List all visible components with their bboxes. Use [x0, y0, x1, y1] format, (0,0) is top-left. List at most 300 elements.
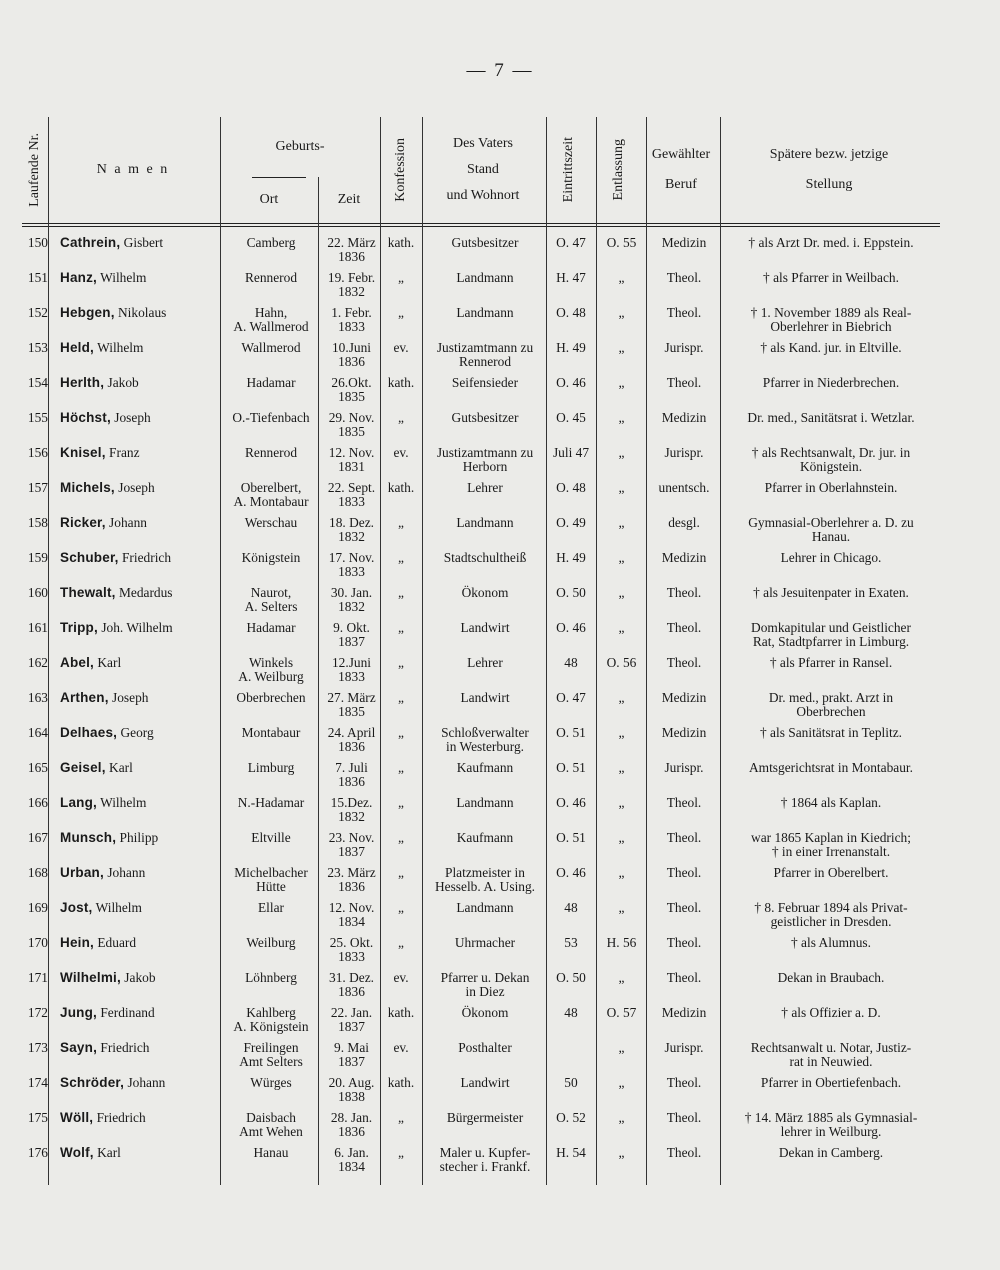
student-name — [60, 971, 220, 985]
header-rule-top — [22, 223, 940, 224]
cell-line: A. Königstein — [233, 1019, 309, 1034]
row-number: 168 — [27, 865, 48, 880]
header-beruf: Gewählter Beruf — [651, 147, 711, 192]
chosen-profession: desgl. — [668, 515, 700, 530]
cell-line: † als Jesuitenpater in Exaten. — [753, 585, 909, 600]
header-ort: Ort — [259, 192, 279, 207]
entry-date: 53 — [564, 935, 578, 950]
later-position — [722, 516, 940, 544]
given-name: Karl — [97, 655, 122, 670]
chosen-profession: Theol. — [666, 375, 702, 390]
cell-line: Pfarrer in Oberlahnstein. — [764, 480, 898, 495]
surname: Wilhelmi, — [60, 970, 121, 985]
header-geburts: Geburts- — [275, 139, 325, 154]
cell-line: 1. Febr. — [331, 305, 372, 320]
surname: Jung, — [60, 1005, 97, 1020]
birth-date — [324, 866, 379, 894]
cell-line: 31. Dez. — [329, 970, 374, 985]
cell-line: Rennerod — [244, 445, 298, 460]
row-number: 154 — [27, 375, 48, 390]
cell-line: † als Kand. jur. in Eltville. — [760, 340, 902, 355]
chosen-profession: Theol. — [666, 1075, 702, 1090]
father-occupation — [424, 586, 546, 600]
entry-date: O. 51 — [556, 760, 586, 775]
cell-line: Ökonom — [461, 1005, 509, 1020]
birth-date — [324, 1006, 379, 1034]
cell-line: Hanau — [253, 1145, 289, 1160]
later-position — [722, 551, 940, 565]
table-row — [22, 796, 940, 831]
surname: Michels, — [60, 480, 115, 495]
cell-line: 12. Nov. — [328, 900, 375, 915]
cell-line: war 1865 Kaplan in Kiedrich; — [751, 830, 911, 845]
cell-line: 1836 — [338, 774, 365, 789]
surname: Held, — [60, 340, 95, 355]
chosen-profession: Jurispr. — [664, 445, 704, 460]
cell-line: N.-Hadamar — [237, 795, 305, 810]
birth-place — [220, 1006, 322, 1034]
cell-line: Rechtsanwalt u. Notar, Justiz- — [750, 1040, 912, 1055]
surname: Cathrein, — [60, 235, 121, 250]
student-name — [60, 1041, 220, 1055]
father-occupation — [424, 901, 546, 915]
header-stellung: Spätere bezw. jetzige Stellung — [769, 147, 889, 192]
father-occupation — [424, 516, 546, 530]
row-number: 159 — [27, 550, 48, 565]
cell-line: in Westerburg. — [445, 739, 524, 754]
surname: Hanz, — [60, 270, 98, 285]
cell-line: 1837 — [338, 1054, 365, 1069]
surname: Wolf, — [60, 1145, 94, 1160]
later-position — [722, 866, 940, 880]
row-number: 152 — [27, 305, 48, 320]
birth-date — [324, 1146, 379, 1174]
page-number: — 7 — — [466, 60, 534, 81]
chosen-profession: Theol. — [666, 655, 702, 670]
later-position — [722, 971, 940, 985]
later-position — [722, 446, 940, 474]
father-occupation — [424, 341, 546, 369]
row-number: 176 — [27, 1145, 48, 1160]
confession: ev. — [393, 445, 409, 460]
given-name: Nikolaus — [118, 305, 167, 320]
cell-line: 1832 — [338, 284, 365, 299]
row-number: 155 — [27, 410, 48, 425]
birth-place — [220, 691, 322, 705]
confession: „ — [398, 620, 404, 635]
entry-date: O. 46 — [556, 375, 586, 390]
father-occupation — [424, 936, 546, 950]
entry-date: O. 50 — [556, 970, 586, 985]
entry-date: 48 — [564, 900, 578, 915]
later-position — [722, 761, 940, 775]
cell-line: Landmann — [456, 515, 514, 530]
birth-date — [324, 271, 379, 299]
cell-line: 1837 — [338, 634, 365, 649]
birth-date — [324, 796, 379, 824]
cell-line: † als Offizier a. D. — [781, 1005, 881, 1020]
later-position — [722, 1076, 940, 1090]
cell-line: Montabaur — [241, 725, 301, 740]
student-name — [60, 831, 220, 845]
chosen-profession: unentsch. — [658, 480, 710, 495]
table-header — [22, 117, 940, 223]
cell-line: 23. März — [327, 865, 376, 880]
cell-line: rat in Neuwied. — [789, 1054, 873, 1069]
header-entlassung: Entlassung — [611, 139, 626, 201]
cell-line: Gutsbesitzer — [451, 410, 519, 425]
later-position — [722, 481, 940, 495]
table-row — [22, 901, 940, 936]
birth-place — [220, 271, 322, 285]
later-position — [722, 831, 940, 859]
discharge-date: H. 56 — [606, 935, 637, 950]
cell-line: 27. März — [327, 690, 376, 705]
father-occupation — [424, 376, 546, 390]
cell-line: Rat, Stadtpfarrer in Limburg. — [752, 634, 910, 649]
row-number: 163 — [27, 690, 48, 705]
cell-line: Schloßverwalter — [441, 725, 529, 740]
cell-line: Landmann — [456, 305, 514, 320]
header-eintrittszeit: Eintrittszeit — [561, 137, 576, 203]
given-name: Wilhelm — [100, 270, 147, 285]
cell-line: Bürgermeister — [446, 1110, 524, 1125]
later-position — [722, 1041, 940, 1069]
cell-line: Dekan in Camberg. — [778, 1145, 884, 1160]
father-occupation — [424, 236, 546, 250]
entry-date: O. 46 — [556, 795, 586, 810]
cell-line: 1835 — [338, 424, 365, 439]
later-position — [722, 306, 940, 334]
table-row — [22, 866, 940, 901]
cell-line: Seifensieder — [451, 375, 519, 390]
table-row — [22, 691, 940, 726]
cell-line: Gymnasial-Oberlehrer a. D. zu — [748, 515, 914, 530]
later-position — [722, 271, 940, 285]
cell-line: 12.Juni — [331, 655, 372, 670]
chosen-profession: Jurispr. — [664, 760, 704, 775]
table-row — [22, 376, 940, 411]
entry-date: H. 49 — [556, 340, 586, 355]
given-name: Eduard — [97, 935, 137, 950]
cell-line: Pfarrer in Oberelbert. — [773, 865, 889, 880]
birth-place — [220, 236, 322, 250]
birth-date — [324, 621, 379, 649]
student-name — [60, 901, 220, 915]
confession: „ — [398, 270, 404, 285]
cell-line: Pfarrer in Obertiefenbach. — [760, 1075, 902, 1090]
chosen-profession: Jurispr. — [664, 340, 704, 355]
row-number: 166 — [27, 795, 48, 810]
birth-date — [324, 376, 379, 404]
table-row — [22, 726, 940, 761]
cell-line: 12. Nov. — [328, 445, 375, 460]
cell-line: Hesselb. A. Using. — [434, 879, 536, 894]
given-name: Joh. Wilhelm — [101, 620, 173, 635]
given-name: Joseph — [112, 690, 149, 705]
discharge-date: „ — [618, 305, 625, 320]
table-row — [22, 236, 940, 271]
discharge-date: „ — [618, 270, 625, 285]
father-occupation — [424, 866, 546, 894]
table-row — [22, 656, 940, 691]
chosen-profession: Theol. — [666, 270, 702, 285]
given-name: Georg — [120, 725, 154, 740]
cell-line: 1836 — [338, 1124, 365, 1139]
later-position — [722, 586, 940, 600]
cell-line: Oberbrechen — [236, 690, 306, 705]
cell-line: Würges — [250, 1075, 292, 1090]
confession: „ — [398, 725, 404, 740]
cell-line: Landwirt — [460, 690, 510, 705]
surname: Jost, — [60, 900, 93, 915]
discharge-date: „ — [618, 340, 625, 355]
cell-line: Dr. med., Sanitätsrat i. Wetzlar. — [747, 410, 915, 425]
cell-line: 1832 — [338, 809, 365, 824]
cell-line: Rennerod — [244, 270, 298, 285]
confession: „ — [398, 1145, 404, 1160]
table-row — [22, 761, 940, 796]
cell-line: Maler u. Kupfer- — [439, 1145, 531, 1160]
discharge-date: „ — [618, 865, 625, 880]
surname: Arthen, — [60, 690, 109, 705]
cell-line: Lehrer in Chicago. — [780, 550, 882, 565]
later-position — [722, 341, 940, 355]
cell-line: geistlicher in Dresden. — [770, 914, 892, 929]
birth-date — [324, 971, 379, 999]
later-position — [722, 621, 940, 649]
student-name — [60, 1076, 220, 1090]
birth-date — [324, 1111, 379, 1139]
surname: Thewalt, — [60, 585, 116, 600]
birth-place — [220, 901, 322, 915]
row-number: 150 — [27, 235, 48, 250]
chosen-profession: Theol. — [666, 935, 702, 950]
cell-line: 9. Mai — [334, 1040, 369, 1055]
row-number: 171 — [27, 970, 48, 985]
discharge-date: „ — [618, 515, 625, 530]
birth-date — [324, 551, 379, 579]
confession: „ — [398, 865, 404, 880]
confession: „ — [398, 515, 404, 530]
cell-line: Werschau — [244, 515, 298, 530]
confession: „ — [398, 690, 404, 705]
entry-date: H. 49 — [556, 550, 586, 565]
cell-line: 1833 — [338, 669, 365, 684]
cell-line: Löhnberg — [245, 970, 297, 985]
given-name: Johann — [107, 865, 146, 880]
table-row — [22, 936, 940, 971]
birth-date — [324, 236, 379, 264]
cell-line: 10.Juni — [331, 340, 372, 355]
header-zeit: Zeit — [337, 192, 361, 207]
row-number: 169 — [27, 900, 48, 915]
row-number: 160 — [27, 585, 48, 600]
birth-date — [324, 901, 379, 929]
father-occupation — [424, 1006, 546, 1020]
chosen-profession: Medizin — [661, 690, 707, 705]
entry-date: 48 — [564, 1005, 578, 1020]
birth-place — [220, 761, 322, 775]
cell-line: 1836 — [338, 354, 365, 369]
entry-date: O. 51 — [556, 725, 586, 740]
given-name: Wilhelm — [100, 795, 147, 810]
birth-place — [220, 866, 322, 894]
cell-line: 1834 — [338, 914, 365, 929]
cell-line: Domkapitular und Geistlicher — [751, 620, 911, 635]
cell-line: Kaufmann — [456, 760, 514, 775]
confession: kath. — [387, 1005, 415, 1020]
given-name: Franz — [109, 445, 140, 460]
cell-line: 1835 — [338, 389, 365, 404]
surname: Geisel, — [60, 760, 106, 775]
geburts-subrule — [252, 177, 306, 178]
chosen-profession: Medizin — [661, 410, 707, 425]
confession: kath. — [387, 1075, 415, 1090]
birth-date — [324, 411, 379, 439]
birth-date — [324, 586, 379, 614]
later-position — [722, 726, 940, 740]
discharge-date: „ — [618, 1110, 625, 1125]
surname: Schuber, — [60, 550, 119, 565]
table-row — [22, 586, 940, 621]
row-number: 153 — [27, 340, 48, 355]
student-name — [60, 236, 220, 250]
cell-line: Rennerod — [458, 354, 512, 369]
cell-line: Landwirt — [460, 620, 510, 635]
birth-date — [324, 1041, 379, 1069]
birth-date — [324, 726, 379, 754]
cell-line: O.-Tiefenbach — [232, 410, 310, 425]
table-row — [22, 1111, 940, 1146]
cell-line: Justizamtmann zu — [436, 445, 534, 460]
cell-line: 1837 — [338, 844, 365, 859]
discharge-date: „ — [618, 830, 625, 845]
cell-line: 1831 — [338, 459, 365, 474]
student-name — [60, 761, 220, 775]
father-occupation — [424, 481, 546, 495]
cell-line: Pfarrer u. Dekan — [440, 970, 530, 985]
chosen-profession: Theol. — [666, 1145, 702, 1160]
surname: Ricker, — [60, 515, 106, 530]
cell-line: Amt Wehen — [239, 1124, 303, 1139]
chosen-profession: Medizin — [661, 235, 707, 250]
given-name: Gisbert — [123, 235, 164, 250]
later-position — [722, 796, 940, 810]
table-row — [22, 481, 940, 516]
discharge-date: „ — [618, 1040, 625, 1055]
later-position — [722, 936, 940, 950]
chosen-profession: Medizin — [661, 550, 707, 565]
discharge-date: O. 56 — [606, 655, 637, 670]
student-name — [60, 551, 220, 565]
entry-date: Juli 47 — [552, 445, 590, 460]
cell-line: Landmann — [456, 795, 514, 810]
student-name — [60, 1111, 220, 1125]
cell-line: Dekan in Braubach. — [777, 970, 885, 985]
confession: „ — [398, 935, 404, 950]
cell-line: Königstein — [241, 550, 301, 565]
discharge-date: „ — [618, 620, 625, 635]
student-name — [60, 411, 220, 425]
chosen-profession: Theol. — [666, 585, 702, 600]
chosen-profession: Theol. — [666, 620, 702, 635]
father-occupation — [424, 621, 546, 635]
surname: Urban, — [60, 865, 104, 880]
cell-line: Freilingen — [243, 1040, 299, 1055]
cell-line: Kaufmann — [456, 830, 514, 845]
table-row — [22, 1041, 940, 1076]
cell-line: Pfarrer in Niederbrechen. — [762, 375, 900, 390]
row-number: 170 — [27, 935, 48, 950]
student-name — [60, 341, 220, 355]
cell-line: A. Selters — [244, 599, 298, 614]
confession: ev. — [393, 340, 409, 355]
entry-date: 50 — [564, 1075, 578, 1090]
cell-line: † als Pfarrer in Ransel. — [769, 655, 893, 670]
birth-place — [220, 1041, 322, 1069]
cell-line: Oberbrechen — [796, 704, 866, 719]
cell-line: Oberelbert, — [240, 480, 302, 495]
father-occupation — [424, 446, 546, 474]
student-name — [60, 376, 220, 390]
cell-line: 1833 — [338, 564, 365, 579]
row-number: 167 — [27, 830, 48, 845]
birth-place — [220, 936, 322, 950]
cell-line: Daisbach — [246, 1110, 296, 1125]
father-occupation — [424, 691, 546, 705]
table-row — [22, 516, 940, 551]
student-name — [60, 866, 220, 880]
header-rule-bottom — [22, 226, 940, 227]
cell-line: Michelbacher — [234, 865, 308, 880]
surname: Munsch, — [60, 830, 117, 845]
given-name: Karl — [109, 760, 133, 775]
cell-line: 19. Febr. — [327, 270, 376, 285]
birth-date — [324, 306, 379, 334]
birth-date — [324, 761, 379, 789]
cell-line: Amt Selters — [239, 1054, 303, 1069]
birth-place — [220, 831, 322, 845]
birth-place — [220, 306, 322, 334]
cell-line: 28. Jan. — [330, 1110, 373, 1125]
cell-line: Weilburg — [246, 935, 296, 950]
given-name: Friedrich — [121, 550, 172, 565]
given-name: Wilhelm — [95, 900, 142, 915]
surname: Hein, — [60, 935, 95, 950]
later-position — [722, 1146, 940, 1160]
cell-line: 25. Okt. — [329, 935, 374, 950]
confession: kath. — [387, 375, 415, 390]
cell-line: † als Arzt Dr. med. i. Eppstein. — [748, 235, 914, 250]
birth-place — [220, 376, 322, 390]
chosen-profession: Theol. — [666, 970, 702, 985]
cell-line: 1833 — [338, 949, 365, 964]
cell-line: lehrer in Weilburg. — [780, 1124, 882, 1139]
confession: „ — [398, 1110, 404, 1125]
entry-date: H. 54 — [556, 1145, 586, 1160]
surname: Knisel, — [60, 445, 106, 460]
entry-date: O. 47 — [556, 690, 586, 705]
cell-line: 23. Nov. — [328, 830, 375, 845]
discharge-date: „ — [618, 1075, 625, 1090]
cell-line: † als Sanitätsrat in Teplitz. — [760, 725, 902, 740]
given-name: Friedrich — [96, 1110, 146, 1125]
cell-line: Ökonom — [461, 585, 509, 600]
birth-place — [220, 1111, 322, 1139]
confession: „ — [398, 795, 404, 810]
student-name — [60, 726, 220, 740]
